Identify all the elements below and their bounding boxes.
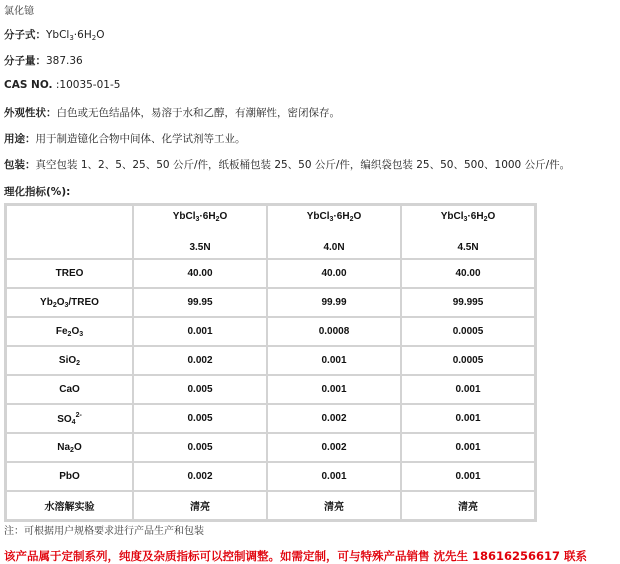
use-value: 用于制造镱化合物中间体、化学试剂等工业。 (35, 133, 246, 145)
table-cell: 40.00 (267, 259, 401, 288)
promo-text: 该产品属于定制系列，纯度及杂质指标可以控制调整。如需定制，可与特殊产品销售 沈先生 18616256617 联系 (4, 549, 588, 563)
use-line (4, 131, 246, 146)
column-header (267, 205, 401, 259)
table-cell: 0.001 (401, 433, 535, 462)
package-line (4, 157, 570, 172)
row-label: CaO (6, 375, 133, 404)
table-cell: 0.001 (267, 346, 401, 375)
note-text: 注：可根据用户规格要求进行产品生产和包装 (4, 526, 204, 537)
table-header-row (6, 205, 535, 259)
table-cell: 0.001 (133, 317, 267, 346)
table-cell: 0.005 (133, 404, 267, 433)
cas-value: :10035-01-5 (52, 79, 121, 91)
table-cell: 0.001 (401, 404, 535, 433)
row-label: $SO_4^{2-}$ (6, 404, 133, 433)
table-row (6, 404, 535, 433)
cas-label: CAS NO. (4, 79, 53, 91)
row-label: TREO (6, 259, 133, 288)
table-cell: 0.005 (133, 433, 267, 462)
table-row (6, 491, 535, 520)
weight-line (4, 53, 83, 68)
column-header (133, 205, 267, 259)
row-label: $Yb_2O_3$/TREO (6, 288, 133, 317)
formula-label: 分子式： (4, 29, 46, 41)
spec-title: 理化指标(%): (4, 186, 71, 198)
column-formula: $YbCl_3\cdot 6H_2O$ (306, 210, 362, 223)
formula-line (4, 27, 104, 42)
column-formula: $YbCl_3\cdot 6H_2O$ (440, 210, 496, 223)
table-row (6, 462, 535, 491)
table-cell: 0.002 (267, 404, 401, 433)
table-cell: 0.001 (401, 375, 535, 404)
table-cell: 0.001 (401, 462, 535, 491)
table-cell: 清亮 (133, 491, 267, 520)
row-label: PbO (6, 462, 133, 491)
column-formula: $YbCl_3\cdot 6H_2O$ (172, 210, 228, 223)
product-name: 氯化镱 (4, 6, 34, 17)
column-grade: 4.0N (323, 241, 345, 253)
weight-value: 387.36 (46, 55, 83, 67)
table-row (6, 346, 535, 375)
appearance-label: 外观性状： (4, 107, 57, 119)
table-row (6, 433, 535, 462)
table-header-corner (6, 205, 133, 259)
table-cell: 0.002 (133, 346, 267, 375)
table-cell: 0.0005 (401, 346, 535, 375)
table-cell: 0.002 (267, 433, 401, 462)
table-cell: 0.0008 (267, 317, 401, 346)
appearance-line (4, 105, 340, 120)
table-row (6, 259, 535, 288)
table-cell: 0.005 (133, 375, 267, 404)
weight-label: 分子量： (4, 55, 46, 67)
cas-line (4, 79, 120, 91)
row-label: $Fe_2O_3$ (6, 317, 133, 346)
column-header (401, 205, 535, 259)
table-cell: 99.995 (401, 288, 535, 317)
spec-table (4, 203, 537, 522)
table-cell: 0.0005 (401, 317, 535, 346)
table-cell: 0.002 (133, 462, 267, 491)
table-cell: 99.95 (133, 288, 267, 317)
row-label: $Na_2O$ (6, 433, 133, 462)
table-cell: 0.001 (267, 375, 401, 404)
table-row (6, 288, 535, 317)
table-cell: 0.001 (267, 462, 401, 491)
table-cell: 40.00 (133, 259, 267, 288)
table-cell: 40.00 (401, 259, 535, 288)
table-cell: 清亮 (401, 491, 535, 520)
row-label: 水溶解实验 (6, 491, 133, 520)
package-label: 包装： (4, 159, 36, 171)
appearance-value: 白色或无色结晶体，易溶于水和乙醇，有潮解性，密闭保存。 (56, 107, 340, 119)
table-row (6, 317, 535, 346)
formula-value: $YbCl_3\cdot 6H_2O$ (46, 29, 105, 42)
package-value: 真空包装 1、2、5、25、50 公斤/件，纸板桶包装 25、50 公斤/件，编织袋包装 25、50、500、1000 公斤/件。 (35, 159, 571, 171)
table-row (6, 375, 535, 404)
table-cell: 99.99 (267, 288, 401, 317)
table-cell: 清亮 (267, 491, 401, 520)
column-grade: 3.5N (189, 241, 211, 253)
column-grade: 4.5N (457, 241, 479, 253)
use-label: 用途： (4, 133, 36, 145)
row-label: SiO$_2$ (6, 346, 133, 375)
